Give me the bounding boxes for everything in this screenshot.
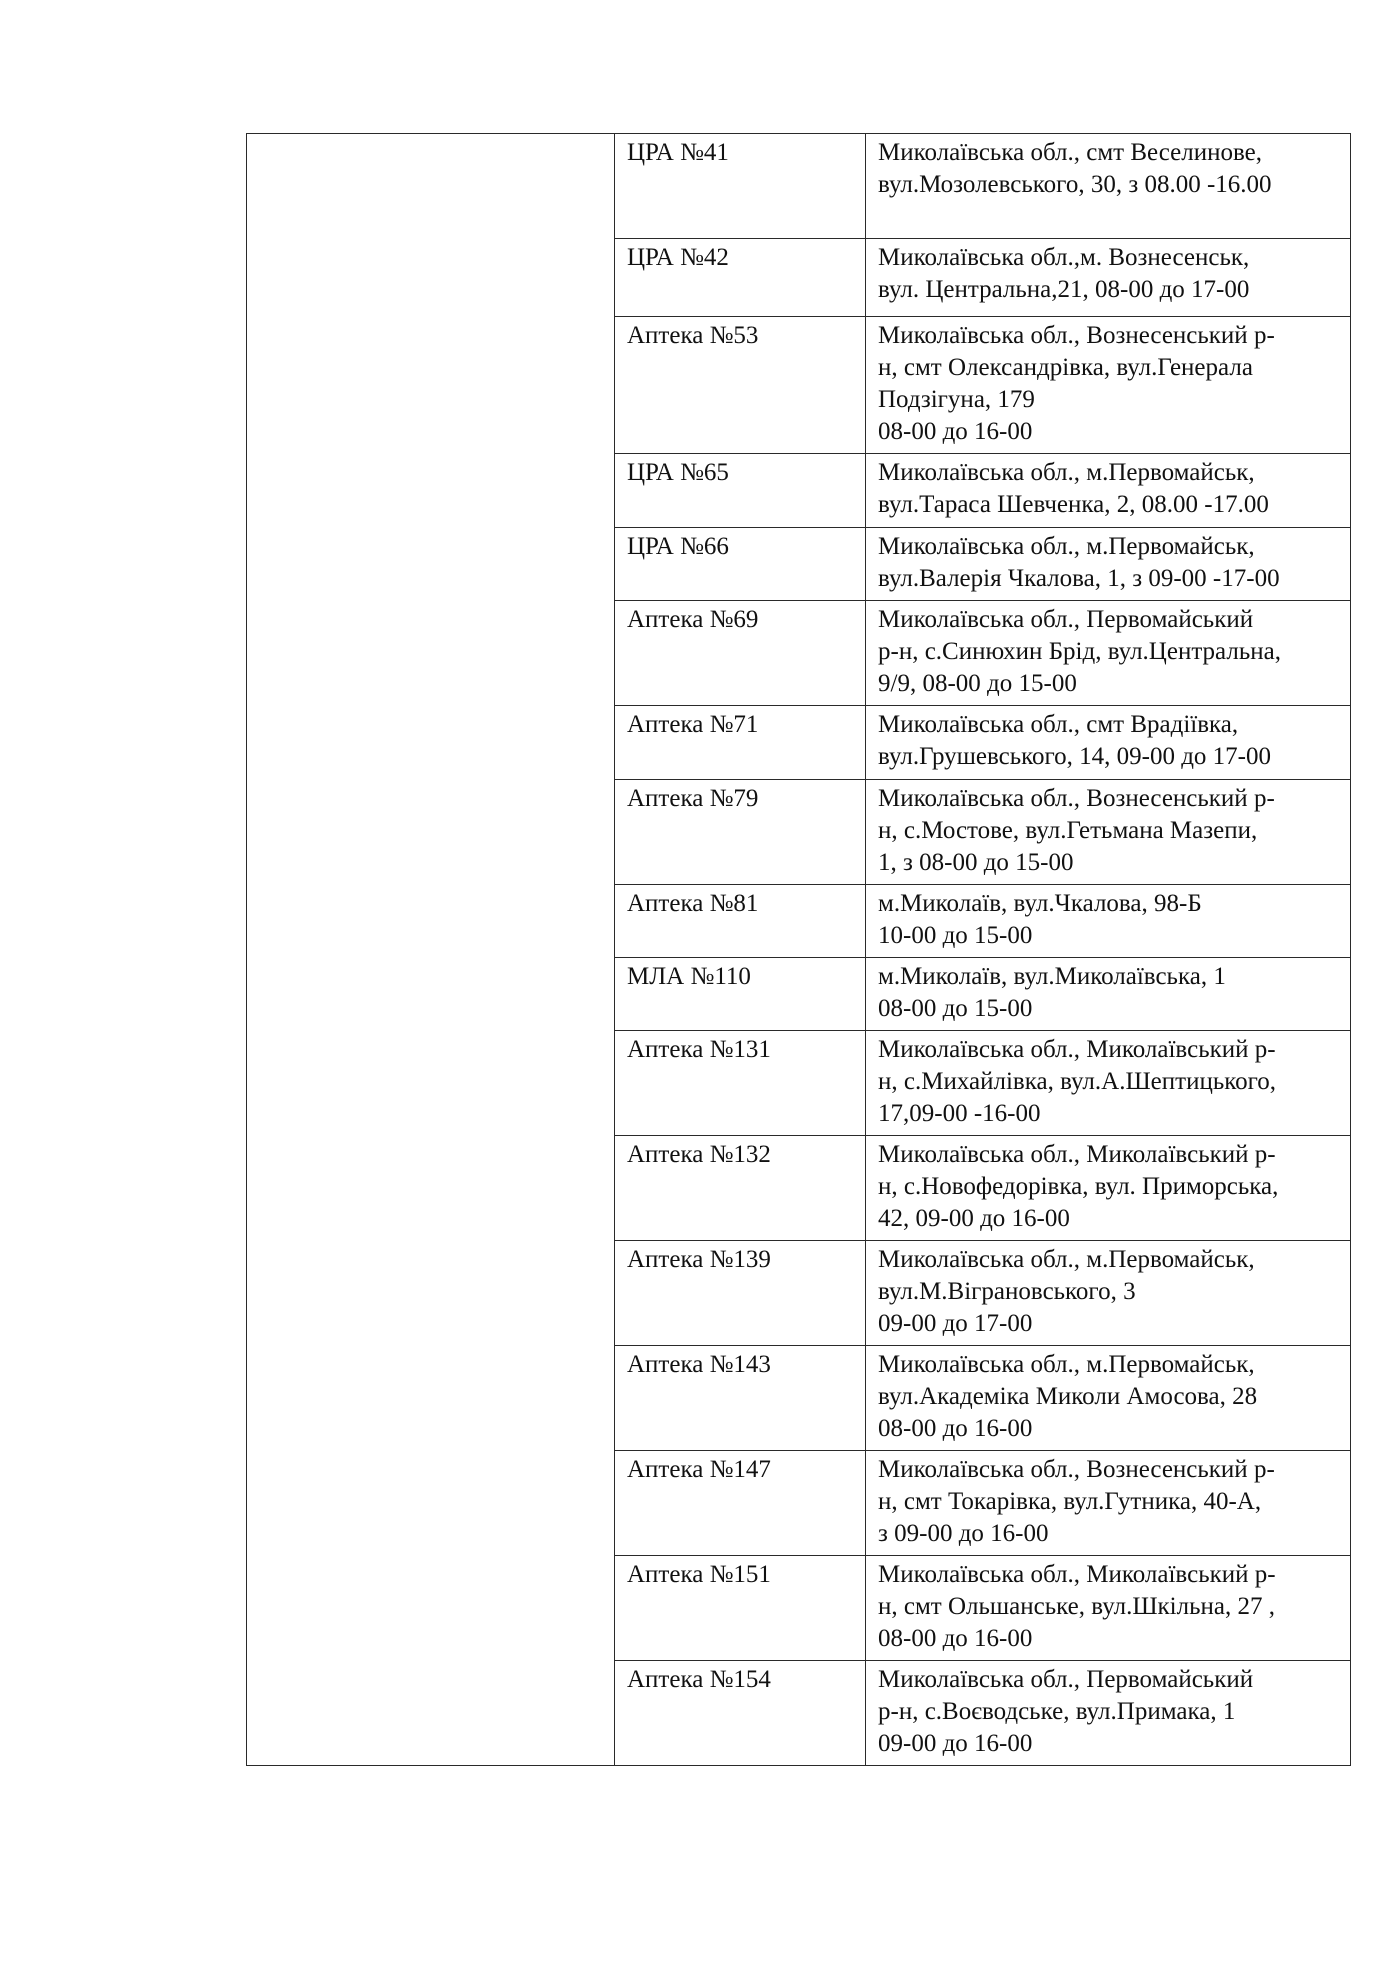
pharmacy-address: м.Миколаїв, вул.Чкалова, 98-Б 10-00 до 15-00	[866, 885, 1351, 958]
pharmacy-table	[246, 133, 1351, 1766]
pharmacy-name: Аптека №154	[615, 1661, 866, 1766]
pharmacy-name: ЦРА №41	[615, 134, 866, 239]
pharmacy-name: Аптека №132	[615, 1136, 866, 1241]
table-row	[247, 134, 1351, 239]
pharmacy-name: Аптека №147	[615, 1451, 866, 1556]
pharmacy-address: Миколаївська обл., Вознесенський р- н, смт Токарівка, вул.Гутника, 40-А, з 09-00 до 16-00	[866, 1451, 1351, 1556]
pharmacy-address: Миколаївська обл., Вознесенський р- н, смт Олександрівка, вул.Генерала Подзігуна, 179 08-00 до 16-00	[866, 317, 1351, 454]
pharmacy-table-body	[247, 134, 1351, 1766]
pharmacy-address: Миколаївська обл.,м. Вознесенськ, вул. Центральна,21, 08-00 до 17-00	[866, 239, 1351, 317]
empty-merged-cell	[247, 134, 615, 1766]
pharmacy-name: Аптека №139	[615, 1241, 866, 1346]
pharmacy-address: Миколаївська обл., Миколаївський р- н, с.Новофедорівка, вул. Приморська, 42, 09-00 до 16-00	[866, 1136, 1351, 1241]
pharmacy-name: Аптека №69	[615, 601, 866, 706]
pharmacy-name: Аптека №151	[615, 1556, 866, 1661]
pharmacy-name: ЦРА №66	[615, 528, 866, 601]
pharmacy-address: Миколаївська обл., м.Первомайськ, вул.Тараса Шевченка, 2, 08.00 -17.00	[866, 454, 1351, 528]
pharmacy-address: Миколаївська обл., Миколаївський р- н, с.Михайлівка, вул.А.Шептицького, 17,09-00 -16-00	[866, 1031, 1351, 1136]
pharmacy-name: Аптека №81	[615, 885, 866, 958]
pharmacy-address: Миколаївська обл., Вознесенський р- н, с.Мостове, вул.Гетьмана Мазепи, 1, з 08-00 до 15-00	[866, 780, 1351, 885]
pharmacy-address: Миколаївська обл., Миколаївський р- н, смт Ольшанське, вул.Шкільна, 27 , 08-00 до 16-00	[866, 1556, 1351, 1661]
pharmacy-address: Миколаївська обл., Первомайський р-н, с.Воєводське, вул.Примака, 1 09-00 до 16-00	[866, 1661, 1351, 1766]
pharmacy-name: МЛА №110	[615, 958, 866, 1031]
pharmacy-name: Аптека №71	[615, 706, 866, 780]
pharmacy-address: Миколаївська обл., Первомайський р-н, с.Синюхин Брід, вул.Центральна, 9/9, 08-00 до 15-00	[866, 601, 1351, 706]
pharmacy-address: м.Миколаїв, вул.Миколаївська, 1 08-00 до 15-00	[866, 958, 1351, 1031]
pharmacy-address: Миколаївська обл., м.Первомайськ, вул.М.Віграновського, 3 09-00 до 17-00	[866, 1241, 1351, 1346]
pharmacy-address: Миколаївська обл., м.Первомайськ, вул.Академіка Миколи Амосова, 28 08-00 до 16-00	[866, 1346, 1351, 1451]
pharmacy-name: Аптека №53	[615, 317, 866, 454]
pharmacy-address: Миколаївська обл., смт Врадіївка, вул.Грушевського, 14, 09-00 до 17-00	[866, 706, 1351, 780]
pharmacy-address: Миколаївська обл., м.Первомайськ, вул.Валерія Чкалова, 1, з 09-00 -17-00	[866, 528, 1351, 601]
pharmacy-address: Миколаївська обл., смт Веселинове, вул.Мозолевського, 30, з 08.00 -16.00	[866, 134, 1351, 239]
pharmacy-name: Аптека №131	[615, 1031, 866, 1136]
pharmacy-name: Аптека №143	[615, 1346, 866, 1451]
pharmacy-name: ЦРА №42	[615, 239, 866, 317]
pharmacy-name: ЦРА №65	[615, 454, 866, 528]
pharmacy-name: Аптека №79	[615, 780, 866, 885]
